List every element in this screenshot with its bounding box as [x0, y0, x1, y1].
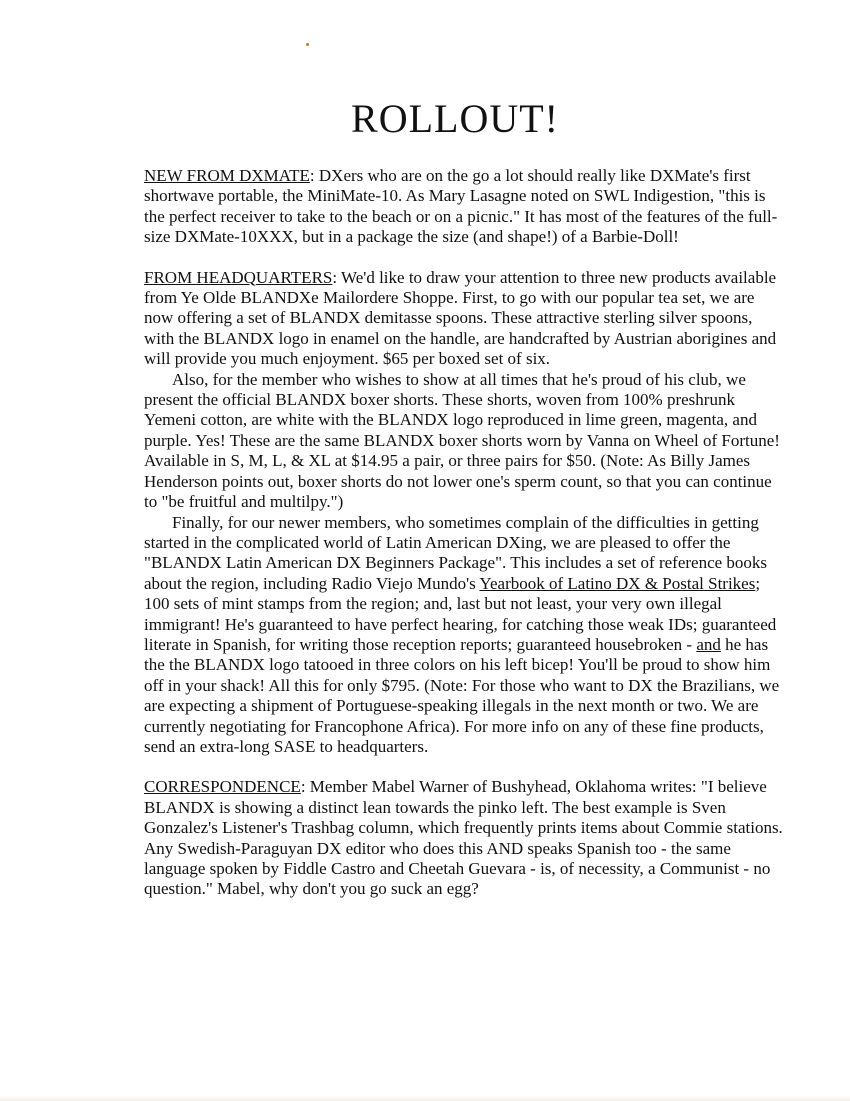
section-heading-correspondence: CORRESPONDENCE	[144, 777, 301, 797]
book-title: Yearbook of Latino DX & Postal Strikes	[479, 573, 756, 593]
headquarters-paragraph-3	[144, 513, 784, 758]
p3-text-c: he has the the BLANDX logo tatooed in three colors on his left bicep! You'll be proud to show him off in your shack! All this for only $795. (Note: For those who want to DX the Brazilians, we are expecting a shipment of Portuguese-speaking illegals in the next month or two. We are currently negotiating for Francophone Africa). For more info on any of these fine products, send an extra-long SASE to headquarters.	[144, 634, 780, 756]
page-bottom-edge	[0, 1095, 850, 1101]
section-gap	[144, 757, 784, 777]
emphasis-and: and	[696, 634, 721, 654]
section-correspondence	[144, 777, 784, 899]
section-headquarters-p1	[144, 268, 784, 370]
headquarters-paragraph-1: : We'd like to draw your attention to three new products available from Ye Olde BLANDXe Mailordere Shoppe. First, to go with our popular tea set, we are now offering a set of BLANDX demitasse spoons. These attractive sterling silver spoons, with the BLANDX logo in enamel on the handle, are handcrafted by Austrian aborigines and will provide you much enjoyment. $65 per boxed set of six.	[144, 267, 777, 369]
headquarters-paragraph-2: Also, for the member who wishes to show at all times that he's proud of his club, we present the official BLANDX boxer shorts. These shorts, woven from 100% preshrunk Yemeni cotton, are white with the BLANDX logo reproduced in lime green, magenta, and purple. Yes! These are the same BLANDX boxer shorts worn by Vanna on Wheel of Fortune! Available in S, M, L, & XL at $14.95 a pair, or three pairs for $50. (Note: As Billy James Henderson points out, boxer shorts do not lower one's sperm count, so that you can continue to "be fruitful and multilpy.")	[144, 369, 780, 512]
page-title: ROLLOUT!	[351, 96, 559, 141]
ink-speck	[306, 43, 309, 46]
section-dxmate	[144, 166, 784, 248]
p3-text-b: ; 100 sets of mint stamps from the region; and, last but not least, your very own illegal immigrant! He's guaranteed to have perfect hearing, for catching those weak IDs; guaranteed literate in Spanish, for writing those reception reports; guaranteed housebroken -	[144, 573, 777, 654]
section-text-dxmate: : DXers who are on the go a lot should really like DXMate's first shortwave portable, the MiniMate-10. As Mary Lasagne noted on SWL Indigestion, "this is the perfect receiver to take to the beach or on a picnic." It has most of the features of the full-size DXMate-10XXX, but in a package the size (and shape!) of a Barbie-Doll!	[144, 166, 778, 247]
section-gap	[144, 248, 784, 268]
section-heading-dxmate: NEW FROM DXMATE	[144, 166, 310, 185]
section-text-correspondence: : Member Mabel Warner of Bushyhead, Oklahoma writes: "I believe BLANDX is showing a distinct lean towards the pinko left. The best example is Sven Gonzalez's Listener's Trashbag column, which frequently prints items about Commie stations. Any Swedish-Paraguyan DX editor who does this AND speaks Spanish too - the same language spoken by Fiddle Castro and Cheetah Guevara - is, of necessity, a Communist - no question." Mabel, why don't you go suck an egg?	[144, 777, 783, 899]
section-heading-headquarters: FROM HEADQUARTERS	[144, 267, 333, 287]
article-body	[144, 166, 784, 900]
p3-text-a: Finally, for our newer members, who sometimes complain of the difficulties in getting started in the complicated world of Latin American DXing, we are pleased to offer the "BLANDX Latin American DX Beginners Package". This includes a set of reference books about the region, including Radio Viejo Mundo's	[144, 512, 768, 593]
